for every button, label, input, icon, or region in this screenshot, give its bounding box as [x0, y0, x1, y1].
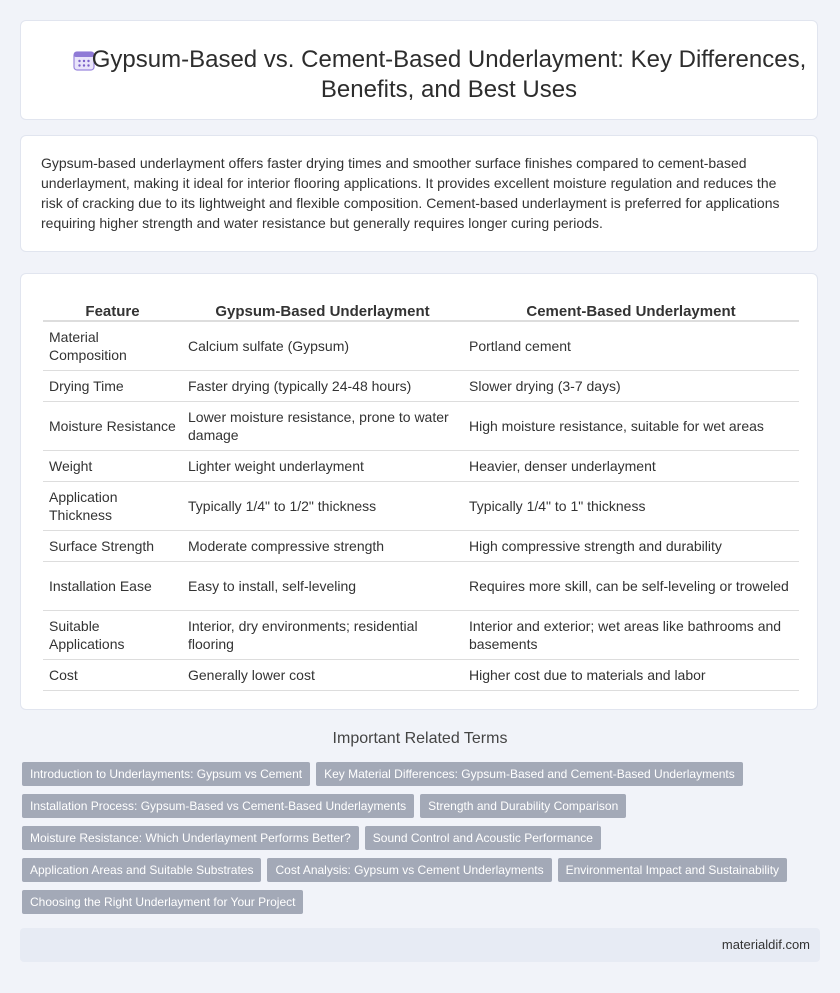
table-row — [43, 482, 799, 531]
footer-site-link[interactable]: materialdif.com — [721, 937, 810, 952]
gypsum-cell: Easy to install, self-leveling — [182, 562, 463, 611]
table-row — [43, 611, 799, 660]
feature-cell: Installation Ease — [43, 562, 182, 611]
table-row — [43, 562, 799, 611]
feature-cell: Suitable Applications — [43, 611, 182, 660]
related-term-tag[interactable]: Strength and Durability Comparison — [420, 794, 626, 818]
related-terms-list — [22, 762, 822, 922]
table-row — [43, 531, 799, 562]
feature-cell: Moisture Resistance — [43, 402, 182, 451]
cement-cell: Requires more skill, can be self-leveling or troweled — [463, 562, 799, 611]
related-term-tag[interactable]: Moisture Resistance: Which Underlayment Performs Better? — [22, 826, 359, 850]
feature-cell: Surface Strength — [43, 531, 182, 562]
related-term-tag[interactable]: Choosing the Right Underlayment for Your Project — [22, 890, 303, 914]
footer — [20, 928, 820, 962]
column-header-cement: Cement-Based Underlayment — [463, 294, 799, 321]
table-row — [43, 371, 799, 402]
feature-cell: Weight — [43, 451, 182, 482]
cement-cell: Slower drying (3-7 days) — [463, 371, 799, 402]
intro-paragraph: Gypsum-based underlayment offers faster drying times and smoother surface finishes compared to cement-based underlayment, making it ideal for interior flooring applications. It provides excellent moisture regulation and reduces the risk of cracking due to its lightweight and flexible composition. Cement-based underlayment is preferred for applications requiring higher strength and water resistance but generally requires longer curing periods. — [41, 155, 780, 231]
header-card — [20, 20, 818, 120]
related-term-tag[interactable]: Environmental Impact and Sustainability — [558, 858, 787, 882]
cement-cell: Heavier, denser underlayment — [463, 451, 799, 482]
comparison-table-card — [20, 273, 818, 710]
cement-cell: High moisture resistance, suitable for wet areas — [463, 402, 799, 451]
cement-cell: High compressive strength and durability — [463, 531, 799, 562]
related-term-tag[interactable]: Installation Process: Gypsum-Based vs Cement-Based Underlayments — [22, 794, 414, 818]
intro-card — [20, 135, 818, 252]
gypsum-cell: Faster drying (typically 24-48 hours) — [182, 371, 463, 402]
related-term-tag[interactable]: Key Material Differences: Gypsum-Based and Cement-Based Underlayments — [316, 762, 743, 786]
gypsum-cell: Calcium sulfate (Gypsum) — [182, 321, 463, 371]
page-title: Gypsum-Based vs. Cement-Based Underlayment: Key Differences, Benefits, and Best Uses — [91, 46, 807, 103]
table-row — [43, 451, 799, 482]
related-term-tag[interactable]: Cost Analysis: Gypsum vs Cement Underlayments — [267, 858, 551, 882]
cement-cell: Higher cost due to materials and labor — [463, 660, 799, 691]
feature-cell: Drying Time — [43, 371, 182, 402]
column-header-gypsum: Gypsum-Based Underlayment — [182, 294, 463, 321]
table-header-row — [43, 294, 799, 321]
table-row — [43, 660, 799, 691]
table-row — [43, 402, 799, 451]
gypsum-cell: Interior, dry environments; residential flooring — [182, 611, 463, 660]
gypsum-cell: Lower moisture resistance, prone to water damage — [182, 402, 463, 451]
gypsum-cell: Lighter weight underlayment — [182, 451, 463, 482]
related-term-tag[interactable]: Application Areas and Suitable Substrates — [22, 858, 261, 882]
cement-cell: Portland cement — [463, 321, 799, 371]
feature-cell: Cost — [43, 660, 182, 691]
related-term-tag[interactable]: Introduction to Underlayments: Gypsum vs Cement — [22, 762, 310, 786]
cement-cell: Typically 1/4" to 1" thickness — [463, 482, 799, 531]
comparison-table — [43, 294, 799, 691]
gypsum-cell: Generally lower cost — [182, 660, 463, 691]
cement-cell: Interior and exterior; wet areas like bathrooms and basements — [463, 611, 799, 660]
related-terms-heading: Important Related Terms — [332, 730, 508, 747]
feature-cell: Material Composition — [43, 321, 182, 371]
related-term-tag[interactable]: Sound Control and Acoustic Performance — [365, 826, 601, 850]
table-row — [43, 321, 799, 371]
gypsum-cell: Moderate compressive strength — [182, 531, 463, 562]
column-header-feature: Feature — [43, 294, 182, 321]
feature-cell: Application Thickness — [43, 482, 182, 531]
gypsum-cell: Typically 1/4" to 1/2" thickness — [182, 482, 463, 531]
